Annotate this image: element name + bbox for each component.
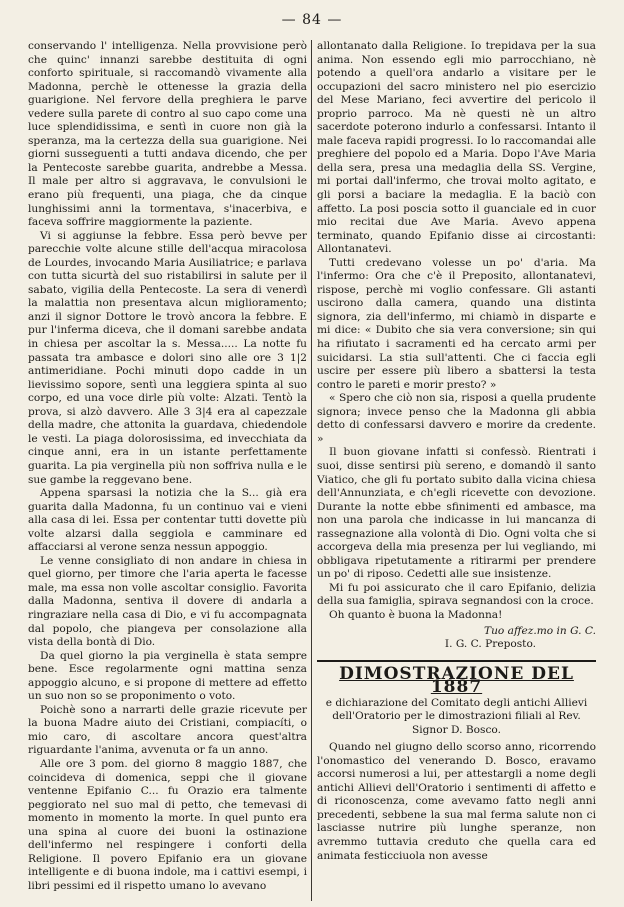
letter-signature: I. G. C. Preposto.	[444, 638, 536, 651]
paragraph: allontanato dalla Religione. Io trepidava per la sua anima. Non essendo egli mio parrocchiano, nè potendo a quell'ora andarlo a visitare per le occupazioni del sacro ministero nel pio esercizio del Mese Mariano, feci avvertire del pericolo il proprio parroco. Ma nè questi nè un altro sacerdote poterono indurlo a confessarsi. Intanto il male faceva rapidi progressi. Io lo raccomandai alle preghiere del popolo ed a Maria. Dopo l'Ave Maria della sera, presa una medaglia della SS. Vergine, mi portai dall'infermo, che trovai molto agitato, e gli porsi a baciare la medaglia. E la baciò con affetto. La posi poscia sotto il guanciale ed in cuor mio recitai due Ave Maria. Avevo appena terminato, quando Epifanio disse ai circostanti: Allontanatevi.	[317, 40, 596, 256]
section-title: DIMOSTRAZIONE DEL 1887	[339, 663, 574, 698]
letter-signoff: Tuo affez.mo in G. C.	[484, 624, 596, 637]
paragraph: Oh quanto è buona la Madonna!	[329, 608, 503, 621]
paragraph: « Spero che ciò non sia, risposi a quella prudente signora; invece penso che la Madonna gli abbia detto di confessarsi davvero e morire da credente. »	[317, 392, 596, 445]
paragraph: Vi si aggiunse la febbre. Essa però bevve per parecchie volte alcune stille dell'acqua miracolosa de Lourdes, invocando Maria Ausiliatrice; e parlava con tutta sicurtà del suo ristabilirsi in salute per il sabato, vigilia della Pentecoste. La sera di venerdì la malattia non presentava alcun miglioramento; anzi il signor Dottore le trovò ancora la febbre. E pur l'inferma diceva, che il domani sarebbe andata in chiesa per ascoltar la s. Messa..... La notte fu passata tra ambasce e dolori sino alle ore 3 1|2 antimeridiane. Pochi minuti dopo cadde in un lievissimo sopore, sentì una leggiera spinta al suo corpo, ed una voce dirle più volte: Alzati. Tentò la prova, si alzò davvero. Alle 3 3|4 era al capezzale della madre, che attonita la guardava, chiedendole le vesti. La piaga dolorosissima, ed invecchiata da cinque anni, era in un istante perfettamente guarita. La pia verginella più non soffriva nulla e le sue gambe la reggevano bene.	[28, 229, 307, 486]
paragraph: Alle ore 3 pom. del giorno 8 maggio 1887, che coincideva di domenica, seppi che il giovane ventenne Epifanio C... fu Orazio era talmente peggiorato nel suo mal di petto, che temevasi di momento in momento la morte. In quel punto era una spina al cuore dei buoni la ostinazione dell'infermo nel respingere i conforti della Religione. Il povero Epifanio era un giovane intelligente e di buona indole, ma i cattivi esempi, i libri pessimi ed il rispetto umano lo avevano	[28, 757, 307, 892]
paragraph: Mi fu poi assicurato che il caro Epifanio, delizia della sua famiglia, spirava segnandosi con la croce.	[317, 581, 596, 608]
page-number: — 84 —	[281, 12, 343, 28]
right-column	[317, 40, 596, 901]
section-divider	[317, 660, 596, 662]
paragraph: Quando nel giugno dello scorso anno, ricorrendo l'onomastico del venerando D. Bosco, eravamo accorsi numerosi a lui, per attestargli a nome degli antichi Allievi dell'Oratorio i sentimenti di affetto e di riconoscenza, come avevamo fatto negli anni precedenti, sebbene la sua mal ferma salute non ci lasciasse nutrire più lunghe speranze, non avremmo tuttavia creduto che quella cara ed animata festicciuola non avesse	[317, 741, 596, 862]
section-subtitle: e dichiarazione del Comitato degli antichi Allievi dell'Oratorio per le dimostrazioni filiali al Rev. Signor D. Bosco.	[325, 696, 588, 736]
left-column	[28, 40, 307, 901]
paragraph: Da quel giorno la pia verginella è stata sempre bene. Esce regolarmente ogni mattina senza appoggio alcuno, e si propone di mettere ad effetto un suo non so se proponimento o voto.	[28, 649, 307, 703]
paragraph: conservando l' intelligenza. Nella provvisione però che quinc' innanzi sarebbe destituita di ogni conforto spirituale, si raccomandò vivamente alla Madonna, perchè le ottenesse la grazia della guarigione. Nel fervore della preghiera le parve vedere sulla parete di contro al suo capo come una luce splendidissima, e sentì in cuore non già la speranza, ma la certezza della sua guarigione. Nei giorni susseguenti a tutti andava dicendo, che per la Pentecoste sarebbe guarita, andrebbe a Messa. Il male per altro si aggravava, le convulsioni le erano più frequenti, una piaga, che da cinque lunghissimi anni la tormentava, s'inacerbiva, e faceva soffrire maggiormente la paziente.	[28, 40, 307, 229]
paragraph: Le venne consigliato di non andare in chiesa in quel giorno, per timore che l'aria aperta le facesse male, ma essa non volle ascoltar consiglio. Favorita dalla Madonna, sentiva il dovere di andarla a ringraziare nella casa di Dio, e vi fu accompagnata dal popolo, che piangeva per consolazione alla vista della bontà di Dio.	[28, 554, 307, 649]
paragraph: Poichè sono a narrarti delle grazie ricevute per la buona Madre aiuto dei Cristiani, compiacíti, o mio caro, di ascoltare ancora quest'altra riguardante l'anima, avvenuta or fa un anno.	[28, 703, 307, 757]
paragraph: Tutti credevano volesse un po' d'aria. Ma l'infermo: Ora che c'è il Preposito, allontanatevi, rispose, perchè mi voglio confessare. Gli astanti uscirono dalla camera, quando una distinta signora, zia dell'infermo, mi chiamò in disparte e mi dice: « Dubito che sia vera conversione; sin qui ha rifiutato i sacramenti ed ha cercato armi per suicidarsi. La stia sull'attenti. Che ci faccia egli uscire per essere più libero a sbattersi la testa contro le pareti e morir presto? »	[317, 256, 596, 391]
paragraph: Appena sparsasi la notizia che la S... già era guarita dalla Madonna, fu un continuo vai e vieni alla casa di lei. Essa per contentar tutti dovette più volte alzarsi dalla seggiola e camminare ed affacciarsi al verone senza nessun appoggio.	[28, 487, 307, 554]
column-divider	[311, 40, 312, 901]
paragraph: Il buon giovane infatti si confessò. Rientrati i suoi, disse sentirsi più sereno, e domandò il santo Viatico, che gli fu portato subito dalla vicina chiesa dell'Annunziata, e ch'egli ricevette con devozione. Durante la notte ebbe sfinimenti ed ambasce, ma non una parola che indicasse in lui mancanza di rassegnazione alla volontà di Dio. Ogni volta che si accorgeva della mia presenza per lui vegliando, mi obbligava ripetutamente a ritirarmi per prendere un po' di riposo. Cedetti alle sue insistenze.	[317, 446, 596, 581]
